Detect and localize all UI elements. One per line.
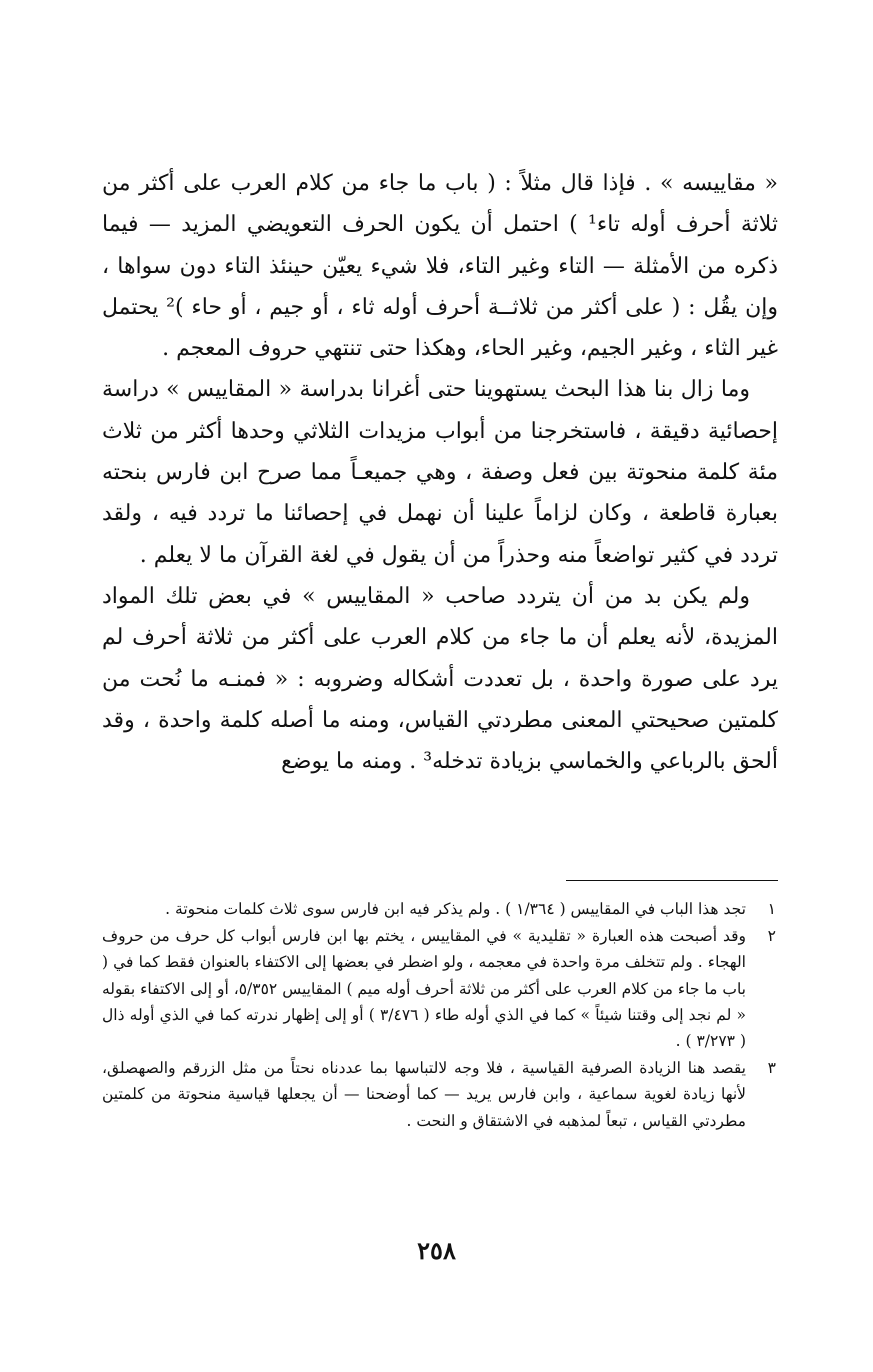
footnote-number: ٣ <box>767 1059 776 1078</box>
footnote-separator <box>566 880 778 881</box>
paragraph-1: « مقاييسه » . فإذا قال مثلاً : ( باب ما جاء من كلام العرب على أكثر من ثلاثة أحرف أوله تاء¹ ) احتمل أن يكون الحرف التعويضي المزيد — فيما ذكره من الأمثلة — التاء وغير التاء، فلا شيء يعيّن حينئذ التاء دون سواها ، وإن يقُل : ( على أكثر من ثلاثــة أحرف أوله ثاء ، أو جيم ، أو حاء )² يحتمل غير الثاء ، وغير الجيم، وغير الحاء، وهكذا حتى تنتهي حروف المعجم . <box>102 171 778 362</box>
footnote-text: وقد أصبحت هذه العبارة « تقليدية » في المقاييس ، يختم بها ابن فارس أبواب كل حرف من حروف الهجاء . ولم تتخلف مرة واحدة في معجمه ، ولو اضطر في بعضها إلى الاكتفاء بالعنوان فقط كما في ( باب ما جاء من كلام العرب على أكثر من ثلاثة أحرف أوله ميم ) المقاييس ٥/٣٥٢، أو إلى الاكتفاء بقوله « لم نجد إلى وقتنا شيئاً » كما في الذي أوله طاء ( ٣/٤٧٦ ) أو إلى إظهار ندرته كما في الذي أوله ذال ( ٣/٢٧٣ ) . <box>102 927 746 1051</box>
main-text <box>102 163 778 782</box>
paragraph-3: ولم يكن بد من أن يتردد صاحب « المقاييس » في بعض تلك المواد المزيدة، لأنه يعلم أن ما جاء من كلام العرب على أكثر من ثلاثة أحرف لم يرد على صورة واحدة ، بل تعددت أشكاله وضروبه : « فمنـه ما نُحت من كلمتين صحيحتي المعنى مطردتي القياس، ومنه ما أصله كلمة واحدة ، وقد ألحق بالرباعي والخماسي بزيادة تدخله³ . ومنه ما يوضع <box>102 583 778 775</box>
footnote-text: تجد هذا الباب في المقاييس ( ١/٣٦٤ ) . ولم يذكر فيه ابن فارس سوى ثلاث كلمات منحوتة . <box>165 900 746 918</box>
footnote-3 <box>102 1055 778 1134</box>
footnotes <box>102 896 778 1135</box>
footnote-number: ١ <box>767 900 776 918</box>
page-number: ٢٥٨ <box>417 1236 456 1265</box>
footnote-text: يقصد هنا الزيادة الصرفية القياسية ، فلا وجه لالتباسها بما عددناه نحتاً من مثل الزرقم والصهصلق، لأنها زيادة لغوية سماعية ، وابن فارس يريد — كما أوضحنا — أن يجعلها قياسية منحوتة من كلمتين مطردتي القياس ، تبعاً لمذهبه في الاشتقاق و النحت . <box>102 1059 746 1130</box>
paragraph-2: وما زال بنا هذا البحث يستهوينا حتى أغرانا بدراسة « المقاييس » دراسة إحصائية دقيقة ، فاستخرجنا من أبواب مزيدات الثلاثي وحدها أكثر من ثلاث مئة كلمة منحوتة بين فعل وصفة ، وهي جميعـاً مما صرح ابن فارس بنحته بعبارة قاطعة ، وكان لزاماً علينا أن نهمل في إحصائنا ما تردد فيه ، ولقد تردد في كثير تواضعاً منه وحذراً من أن يقول في لغة القرآن ما لا يعلم . <box>102 377 778 568</box>
footnote-2 <box>102 923 778 1054</box>
footnote-number: ٢ <box>767 927 776 946</box>
footnote-1 <box>102 896 778 922</box>
